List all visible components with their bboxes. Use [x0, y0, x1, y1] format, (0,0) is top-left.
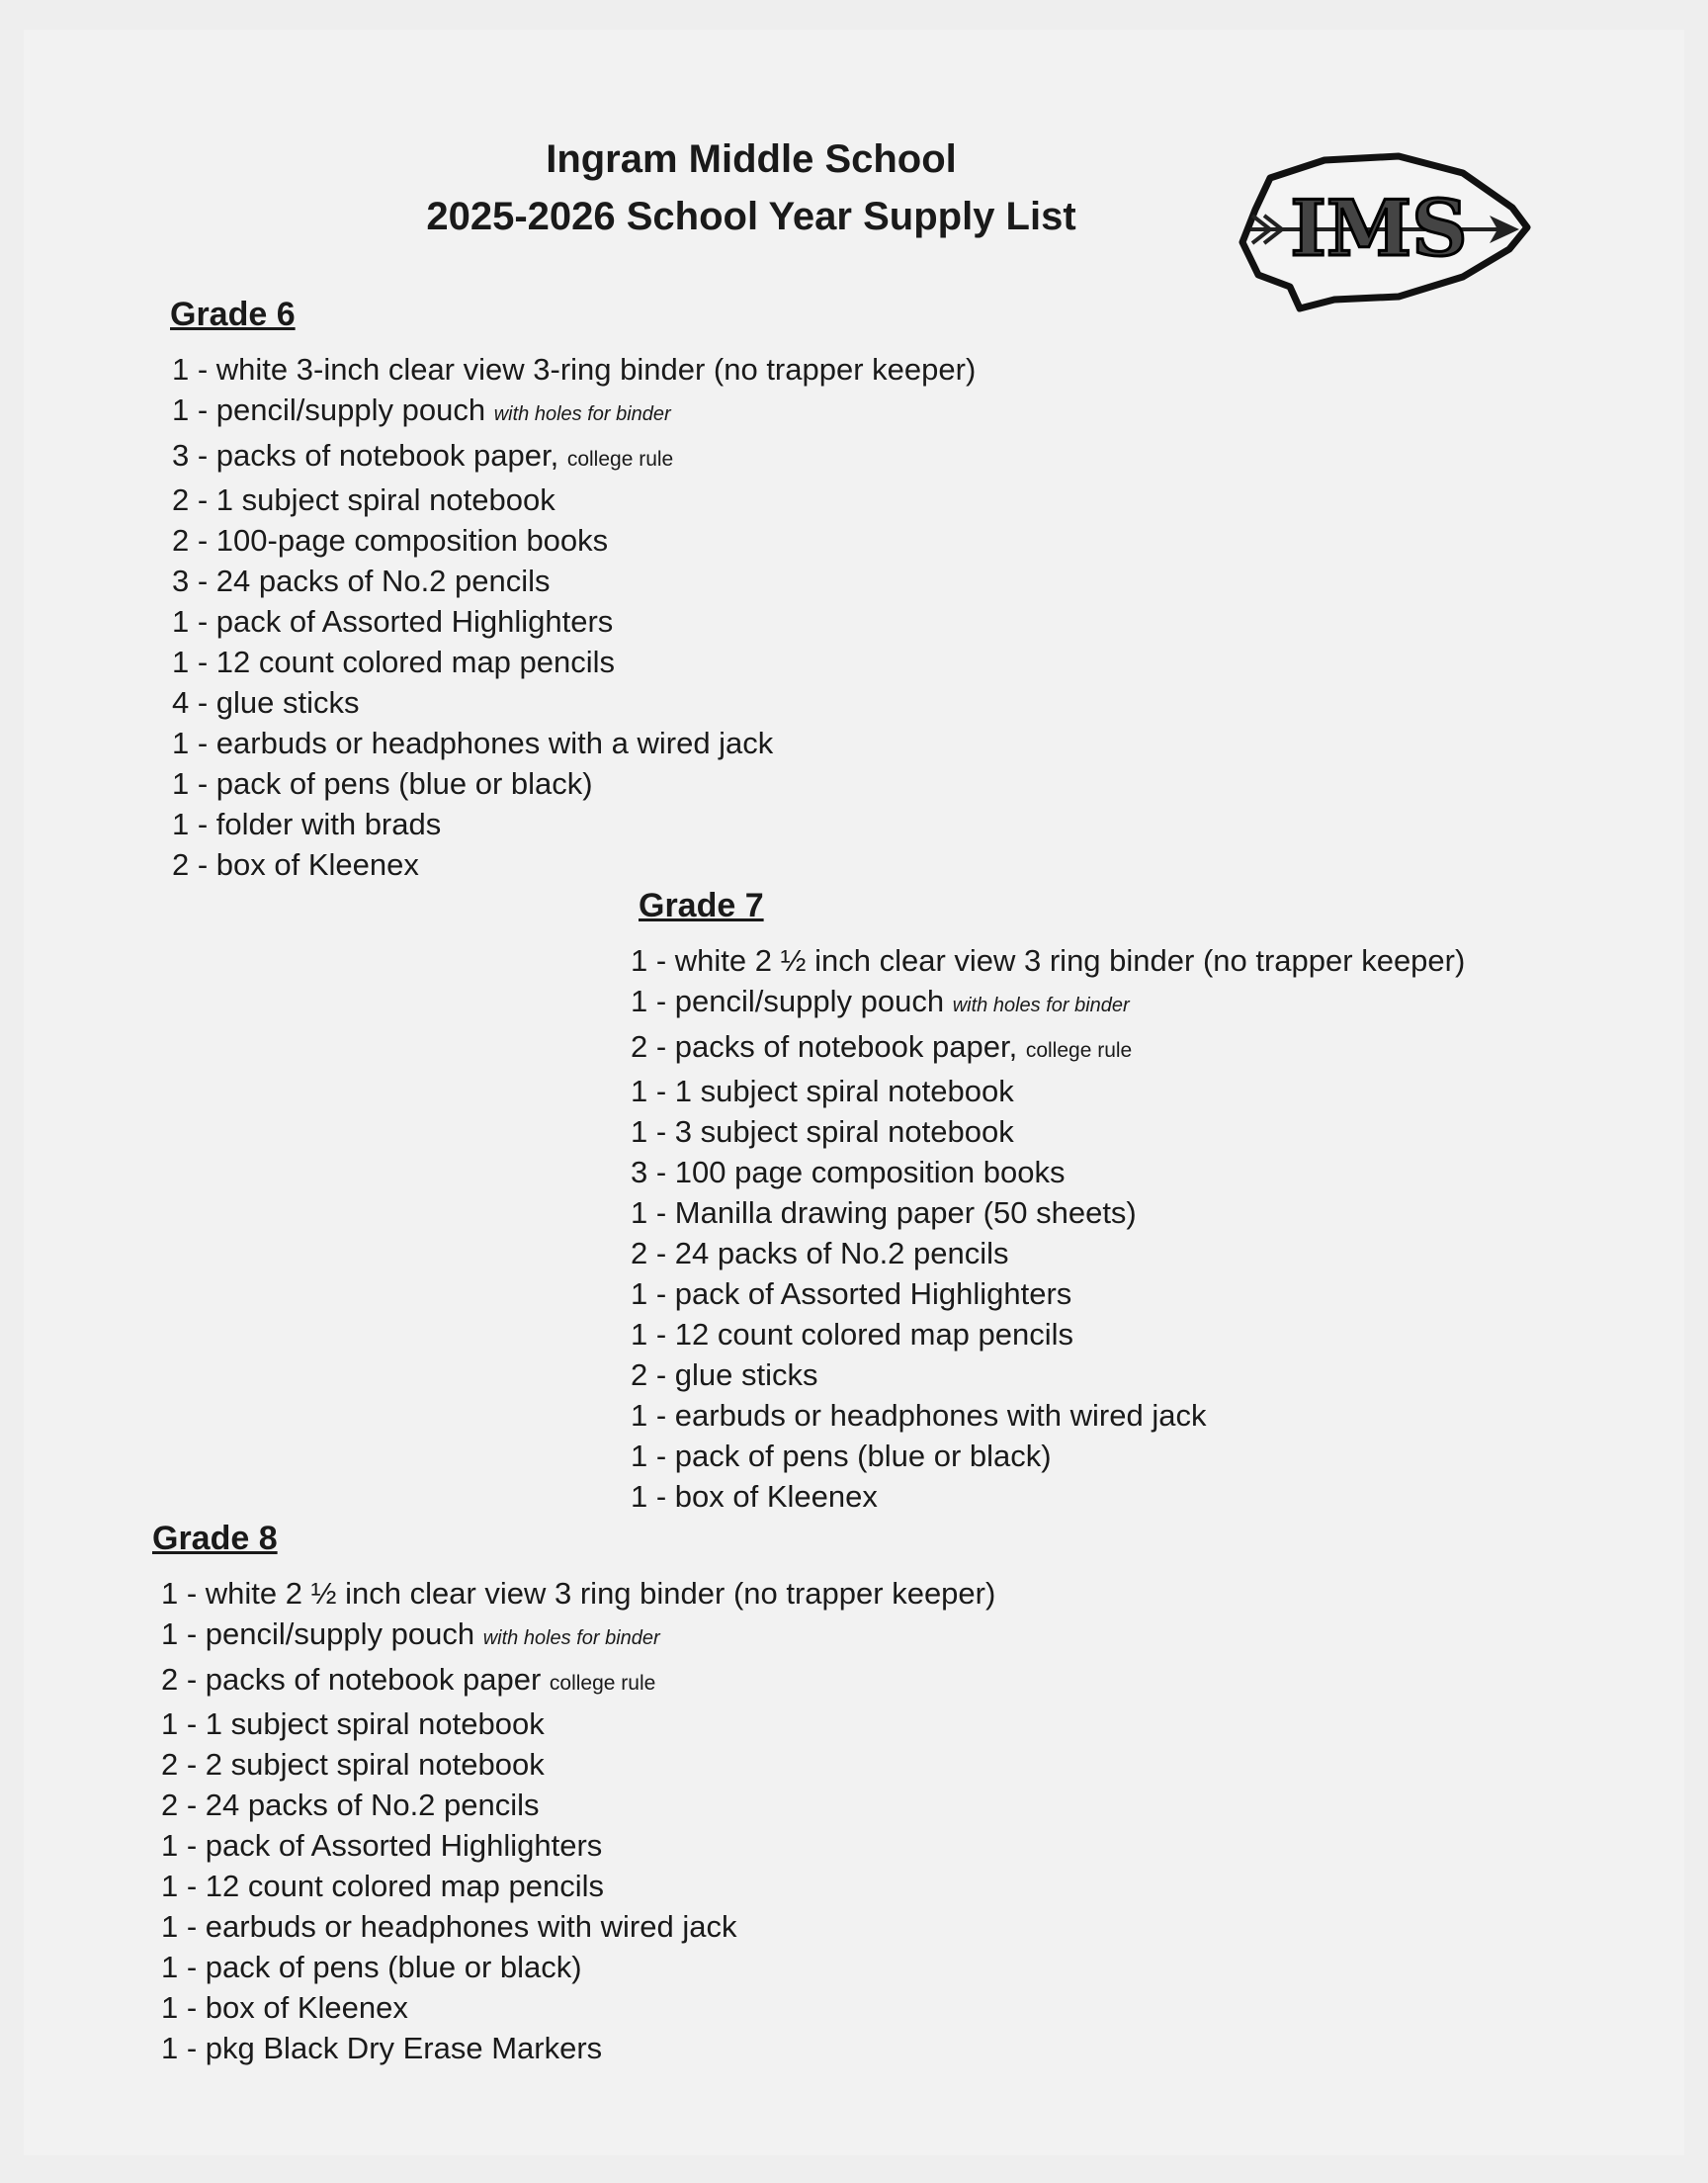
grade-8-items: [161, 1573, 995, 2068]
list-item: 2 - 100-page composition books: [172, 523, 609, 559]
list-item: 1 - pencil/supply pouch with holes for binder: [161, 1616, 660, 1652]
list-item: 2 - 24 packs of No.2 pencils: [161, 1788, 540, 1823]
grade-6-items: [172, 349, 976, 885]
supply-list-title: 2025-2026 School Year Supply List: [426, 195, 1076, 238]
list-item: 1 - 1 subject spiral notebook: [631, 1074, 1014, 1109]
list-item: 1 - white 2 ½ inch clear view 3 ring binder (no trapper keeper): [161, 1576, 996, 1612]
school-name: Ingram Middle School: [546, 137, 957, 181]
list-item: 1 - Manilla drawing paper (50 sheets): [631, 1195, 1137, 1231]
list-item: 3 - 100 page composition books: [631, 1155, 1066, 1190]
list-item: 1 - pack of pens (blue or black): [172, 766, 593, 802]
list-item: 1 - pack of pens (blue or black): [631, 1439, 1052, 1474]
list-item: 2 - packs of notebook paper college rule: [161, 1662, 656, 1698]
list-item: 1 - 1 subject spiral notebook: [161, 1706, 545, 1742]
grade-7-heading: Grade 7: [639, 887, 764, 924]
list-item: 2 - box of Kleenex: [172, 847, 419, 883]
list-item: 2 - 24 packs of No.2 pencils: [631, 1236, 1009, 1271]
list-item: 1 - pack of Assorted Highlighters: [172, 604, 614, 640]
list-item: 1 - box of Kleenex: [631, 1479, 878, 1515]
list-item: 1 - 12 count colored map pencils: [161, 1869, 605, 1904]
list-item: 1 - folder with brads: [172, 807, 442, 842]
logo-text: IMS: [1290, 184, 1468, 274]
list-item: 1 - pack of Assorted Highlighters: [631, 1276, 1072, 1312]
list-item: 1 - pack of pens (blue or black): [161, 1950, 582, 1985]
grade-6-section: [170, 297, 976, 885]
list-item: 1 - white 3-inch clear view 3-ring binder (no trapper keeper): [172, 352, 977, 388]
list-item: 1 - 12 count colored map pencils: [172, 645, 616, 680]
list-item: 1 - pencil/supply pouch with holes for binder: [172, 393, 671, 428]
list-item: 3 - packs of notebook paper, college rule: [172, 438, 674, 474]
list-item: 2 - 2 subject spiral notebook: [161, 1747, 545, 1783]
arrowhead-logo-icon: [1231, 138, 1537, 316]
list-item: 3 - 24 packs of No.2 pencils: [172, 564, 551, 599]
grade-6-heading: Grade 6: [170, 296, 296, 333]
list-item: 2 - 1 subject spiral notebook: [172, 482, 555, 518]
list-item: 1 - white 2 ½ inch clear view 3 ring binder (no trapper keeper): [631, 943, 1466, 979]
grade-7-items: [631, 940, 1465, 1517]
grade-8-heading: Grade 8: [152, 1520, 278, 1557]
list-item: 4 - glue sticks: [172, 685, 360, 721]
list-item: 1 - box of Kleenex: [161, 1990, 408, 2026]
grade-8-section: [152, 1521, 995, 2068]
list-item: 1 - earbuds or headphones with a wired jack: [172, 726, 774, 761]
list-item: 2 - glue sticks: [631, 1357, 818, 1393]
grade-7-section: [631, 888, 1465, 1517]
list-item: 1 - pencil/supply pouch with holes for binder: [631, 984, 1130, 1019]
list-item: 1 - 3 subject spiral notebook: [631, 1114, 1014, 1150]
list-item: 1 - 12 count colored map pencils: [631, 1317, 1074, 1353]
list-item: 1 - pack of Assorted Highlighters: [161, 1828, 603, 1864]
list-item: 1 - earbuds or headphones with wired jack: [161, 1909, 737, 1945]
list-item: 2 - packs of notebook paper, college rule: [631, 1029, 1133, 1065]
list-item: 1 - pkg Black Dry Erase Markers: [161, 2031, 603, 2066]
list-item: 1 - earbuds or headphones with wired jack: [631, 1398, 1207, 1434]
